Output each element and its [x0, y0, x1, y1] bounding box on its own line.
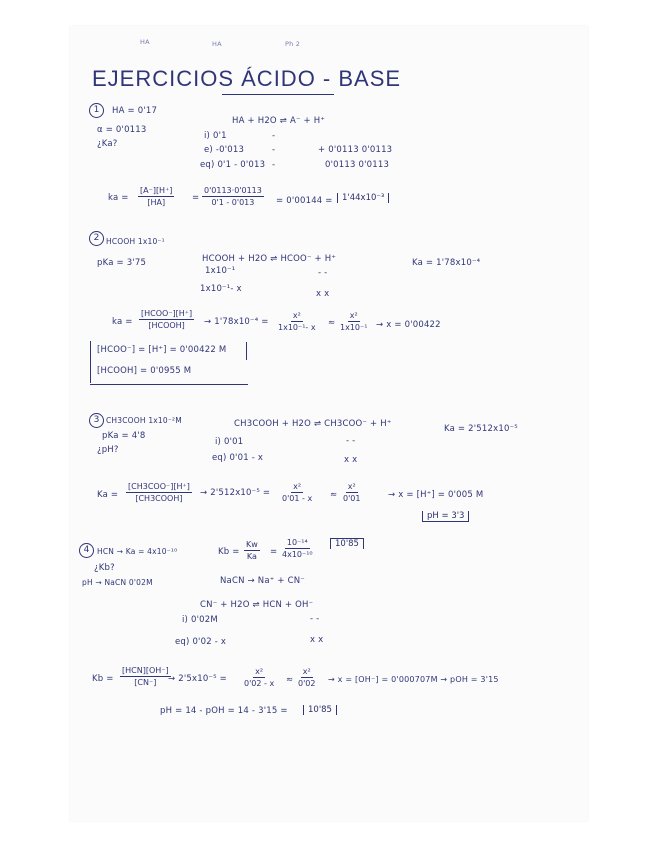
e1-row-equilibrium-products: 0'0113 0'0113 [325, 160, 390, 170]
page-title: EJERCICIOS ÁCIDO - BASE [92, 66, 402, 91]
e3-ka-fraction [126, 482, 192, 503]
e3-arrow-value: → 2'512x10⁻⁵ = [200, 488, 271, 498]
e4-result: → x = [OH⁻] = 0'000707M → pOH = 3'15 [328, 675, 499, 684]
e3-x-approx-denominator: 0'01 [343, 494, 361, 503]
exercise-1-number: 1 [89, 103, 104, 118]
e2-x-fraction-approx [340, 311, 367, 332]
e1-question: ¿Ka? [97, 139, 118, 149]
e1-ka-label: ka = [108, 193, 129, 203]
e4-kb-denominator: Ka [246, 552, 257, 561]
e1-ka-fraction-values [202, 186, 264, 207]
e4-x-approx-numerator: x² [302, 667, 311, 676]
e4-kb-numerator: Kw [246, 540, 258, 549]
e4-kb2-label: Kb = [92, 674, 114, 684]
e4-given-salt: pH → NaCN 0'02M [82, 578, 153, 587]
e2-x-approx-numerator: x² [349, 311, 358, 320]
e2-ka-given: Ka = 1'78x10⁻⁴ [412, 258, 481, 268]
e4-kb-fraction [244, 540, 260, 561]
e4-kb-values-numerator: 10⁻¹⁴ [286, 538, 308, 547]
e3-approx: ≈ [330, 490, 338, 500]
e4-kb2-denominator: [CN⁻] [134, 678, 157, 687]
e2-x-denominator: 1x10⁻¹- x [278, 323, 316, 332]
e2-x-approx-denominator: 1x10⁻¹ [340, 323, 368, 332]
e4-x-fraction-approx [298, 667, 315, 688]
e1-ka-values-denominator: 0'1 - 0'013 [211, 198, 255, 207]
e1-ka-numerator: [A⁻][H⁺] [140, 186, 173, 195]
e2-row-initial: 1x10⁻¹ [205, 266, 236, 276]
e2-x-numerator: x² [292, 311, 301, 320]
e3-x-fraction [282, 482, 312, 503]
e3-given-pka: pKa = 4'8 [102, 431, 146, 441]
e1-row-change-products: + 0'0113 0'0113 [318, 145, 393, 155]
e4-x-fraction [244, 667, 274, 688]
e2-box-right-edge [246, 342, 247, 360]
e1-equals: = [192, 193, 200, 203]
e4-dissociation: NaCN → Na⁺ + CN⁻ [220, 576, 305, 586]
e4-given-ka: HCN → Ka = 4x10⁻¹⁰ [97, 547, 178, 556]
e2-given-pka: pKa = 3'75 [97, 258, 147, 268]
e2-x-fraction [278, 311, 316, 332]
e4-hydrolysis: CN⁻ + H2O ⇌ HCN + OH⁻ [200, 600, 314, 610]
header-mark-2: HA [212, 40, 222, 48]
e3-reaction: CH3COOH + H2O ⇌ CH3COO⁻ + H⁺ [234, 419, 392, 429]
e4-x-denominator: 0'02 - x [244, 679, 275, 688]
e2-ka-numerator: [HCOO⁻][H⁺] [141, 309, 193, 318]
e2-reaction: HCOOH + H2O ⇌ HCOO⁻ + H⁺ [202, 254, 337, 264]
e3-ka-given: Ka = 2'512x10⁻⁵ [444, 424, 518, 434]
e3-given-conc: CH3COOH 1x10⁻²M [106, 416, 182, 425]
e4-row-equilibrium-x: x x [310, 635, 324, 645]
e1-row-equilibrium: eq) 0'1 - 0'013 [200, 160, 266, 170]
e2-result: → x = 0'00422 [376, 320, 441, 330]
e1-boxed-answer: 1'44x10⁻³ [337, 193, 389, 203]
e4-kb-fraction-values [282, 538, 313, 559]
e2-approx: ≈ [328, 318, 336, 328]
e1-given-ha: HA = 0'17 [112, 106, 158, 116]
e2-boxed-result-1: [HCOO⁻] = [H⁺] = 0'00422 M [97, 345, 227, 355]
e2-box-bottom-edge [90, 384, 248, 385]
e1-row-equilibrium-dash: - [272, 160, 276, 170]
e1-ka-values-numerator: 0'0113·0'0113 [204, 186, 262, 195]
e4-ph-line: pH = 14 - pOH = 14 - 3'15 = [160, 706, 288, 716]
title-underline [222, 94, 334, 95]
e4-x-approx-denominator: 0'02 [298, 679, 316, 688]
e3-ka-label: Ka = [97, 490, 119, 500]
e3-x-numerator: x² [293, 482, 302, 491]
e4-row-initial: i) 0'02M [182, 615, 218, 625]
e2-box-left-edge [90, 341, 91, 383]
e3-question: ¿pH? [97, 445, 119, 455]
e2-row-initial-dash: - - [318, 268, 328, 278]
e4-arrow-value: → 2'5x10⁻⁵ = [168, 674, 227, 684]
e3-row-initial: i) 0'01 [215, 437, 244, 447]
e3-x-fraction-approx [343, 482, 360, 503]
e1-result: = 0'00144 = [276, 196, 333, 206]
exercise-4-number: 4 [79, 543, 94, 558]
e1-ka-denominator: [HA] [147, 198, 166, 207]
e2-ka-label: ka = [112, 317, 133, 327]
e1-row-change: e) -0'013 [204, 145, 245, 155]
header-mark-1: HA [140, 38, 150, 46]
e4-question: ¿Kb? [94, 563, 115, 573]
e4-ph-boxed-answer: 10'85 [303, 705, 337, 715]
e3-row-initial-dash: - - [346, 436, 356, 446]
e2-boxed-result-2: [HCOOH] = 0'0955 M [97, 366, 192, 376]
e4-kb-equals: = [270, 547, 278, 557]
header-mark-3: Ph 2 [285, 40, 301, 48]
e4-kb2-fraction [120, 666, 171, 687]
e3-x-denominator: 0'01 - x [282, 494, 313, 503]
e1-ka-fraction [138, 186, 174, 207]
e4-kb-boxed-answer: 10'85 [330, 538, 364, 549]
exercise-2-number: 2 [89, 231, 104, 246]
e3-result: → x = [H⁺] = 0'005 M [388, 490, 484, 500]
e3-row-equilibrium-x: x x [344, 455, 358, 465]
e2-arrow-value: → 1'78x10⁻⁴ = [204, 317, 269, 327]
e4-approx: ≈ [286, 675, 294, 685]
e4-kb-values-denominator: 4x10⁻¹⁰ [282, 550, 313, 559]
e4-kb2-numerator: [HCN][OH⁻] [122, 666, 169, 675]
e2-ka-denominator: [HCOOH] [148, 321, 185, 330]
exercise-3-number: 3 [89, 413, 104, 428]
e3-boxed-answer: pH = 3'3 [422, 511, 469, 522]
e2-row-equilibrium: 1x10⁻¹- x [200, 284, 242, 294]
e3-ka-numerator: [CH3COO⁻][H⁺] [128, 482, 190, 491]
e4-kb-label: Kb = [218, 547, 240, 557]
e2-given-conc: HCOOH 1x10⁻¹ [106, 237, 165, 246]
e4-x-numerator: x² [255, 667, 264, 676]
e3-ka-denominator: [CH3COOH] [135, 494, 183, 503]
e4-row-initial-dash: - - [310, 614, 320, 624]
e1-row-change-dash: - [272, 145, 276, 155]
e1-row-initial-dash: - [272, 131, 276, 141]
e1-given-alpha: α = 0'0113 [97, 125, 147, 135]
e1-row-initial: i) 0'1 [204, 131, 227, 141]
e3-x-approx-numerator: x² [347, 482, 356, 491]
e4-row-equilibrium: eq) 0'02 - x [175, 637, 227, 647]
e1-reaction: HA + H2O ⇌ A⁻ + H⁺ [232, 116, 326, 126]
e2-ka-fraction [139, 309, 194, 330]
e2-row-equilibrium-x: x x [316, 289, 330, 299]
e3-row-equilibrium: eq) 0'01 - x [212, 453, 264, 463]
